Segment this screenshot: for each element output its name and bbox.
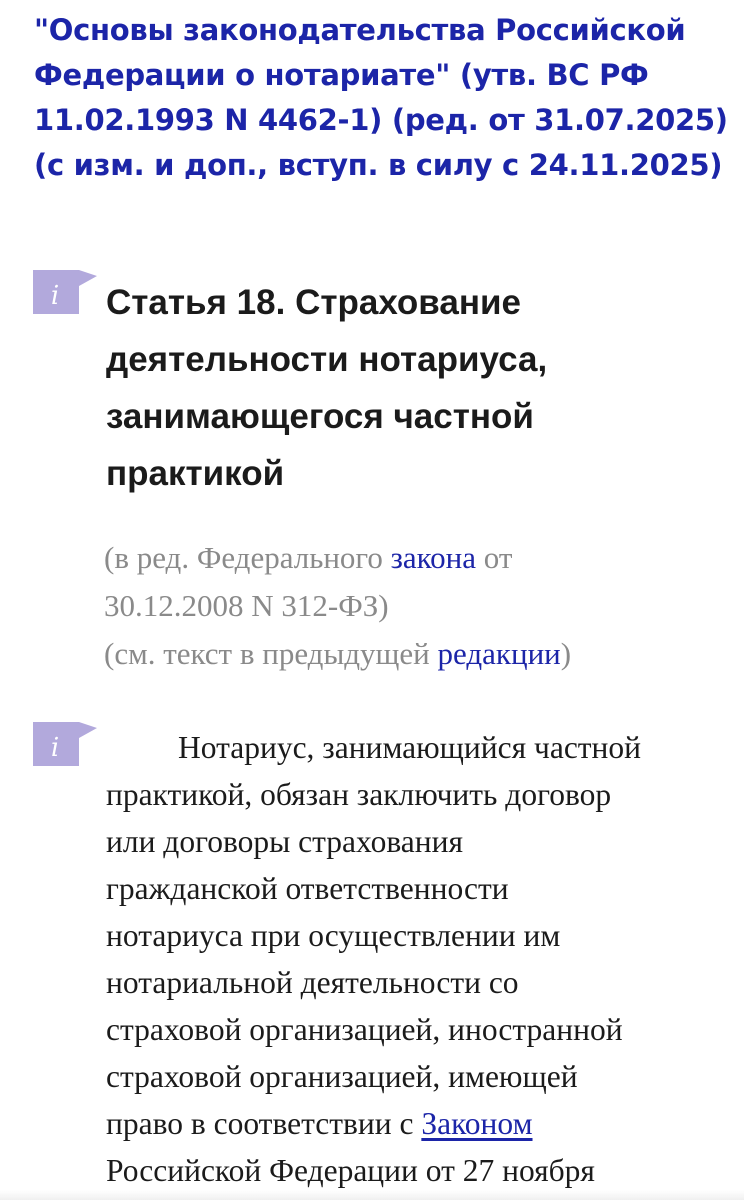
document-title-line: (с изм. и доп., вступ. в силу с 24.11.2025) bbox=[34, 148, 723, 182]
paragraph-line: нотариуса при осуществлении им bbox=[106, 918, 561, 953]
federal-law-link[interactable]: закона bbox=[390, 540, 476, 575]
paragraph-line bbox=[106, 724, 736, 771]
paragraph-line: нотариальной деятельности со bbox=[106, 965, 519, 1000]
edition-note-text: (в ред. Федерального bbox=[104, 540, 391, 575]
svg-text:i: i bbox=[50, 733, 60, 763]
info-flag-icon[interactable] bbox=[33, 722, 97, 766]
article-paragraph bbox=[106, 724, 736, 1194]
document-title-line: Федерации о нотариате" (утв. ВС РФ bbox=[34, 58, 649, 92]
article-heading-line: практикой bbox=[106, 454, 285, 493]
paragraph-line: страховой организацией, иностранной bbox=[106, 1012, 623, 1047]
edition-note-text: ) bbox=[560, 636, 572, 671]
edition-note-text: (см. текст в предыдущей bbox=[104, 636, 438, 671]
edition-note-line: 30.12.2008 N 312-ФЗ) bbox=[104, 588, 389, 623]
article-heading-line: деятельности нотариуса, bbox=[106, 340, 548, 379]
article-heading-line: Статья 18. Страхование bbox=[106, 283, 521, 322]
document-title-line: 11.02.1993 N 4462-1) (ред. от 31.07.2025) bbox=[34, 103, 728, 137]
previous-edition-link[interactable]: редакции bbox=[437, 636, 561, 671]
paragraph-line: Российской Федерации от 27 ноября bbox=[106, 1153, 595, 1188]
law-link[interactable]: Законом bbox=[421, 1106, 533, 1141]
svg-text:i: i bbox=[50, 281, 60, 311]
edition-note-line bbox=[104, 534, 734, 582]
document-title-line: "Основы законодательства Российской bbox=[34, 13, 686, 47]
paragraph-line bbox=[106, 1100, 736, 1147]
paragraph-text: право в соответствии с bbox=[106, 1106, 422, 1141]
edition-note-line bbox=[104, 630, 734, 678]
paragraph-line: или договоры страхования bbox=[106, 824, 463, 859]
edition-note-text: от bbox=[475, 540, 513, 575]
article-heading bbox=[106, 274, 726, 502]
paragraph-line: страховой организацией, имеющей bbox=[106, 1059, 578, 1094]
article-heading-line: занимающегося частной bbox=[106, 397, 534, 436]
paragraph-text: Нотариус, занимающийся частной bbox=[178, 730, 642, 765]
info-flag-icon[interactable] bbox=[33, 270, 97, 314]
document-title-link[interactable] bbox=[34, 8, 728, 188]
paragraph-line: гражданской ответственности bbox=[106, 871, 509, 906]
edition-note bbox=[104, 534, 734, 678]
paragraph-line: практикой, обязан заключить договор bbox=[106, 777, 612, 812]
page-bottom-edge bbox=[0, 1190, 744, 1200]
